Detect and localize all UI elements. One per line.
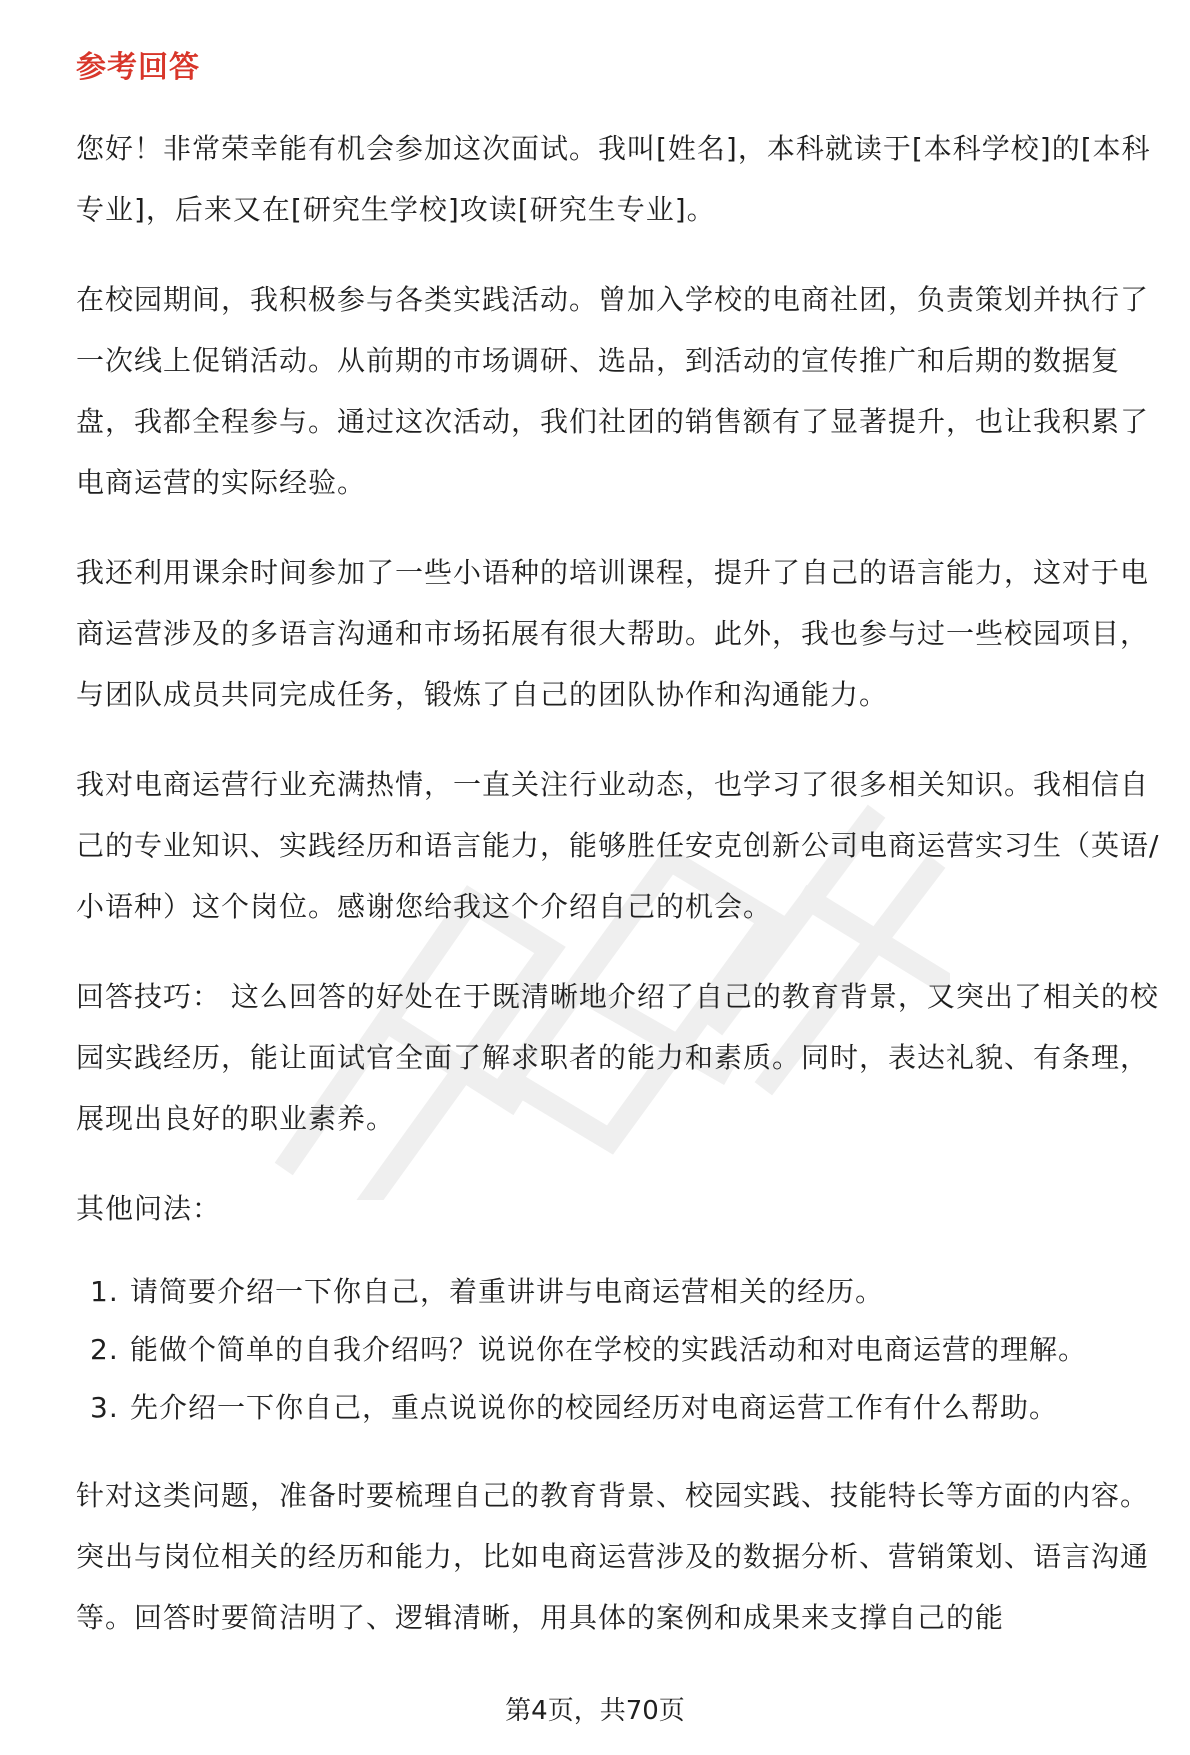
list-item-number: 1.	[90, 1275, 119, 1308]
list-item	[76, 1263, 1166, 1321]
answer-tips-text: 这么回答的好处在于既清晰地介绍了自己的教育背景，又突出了相关的校园实践经历，能让面试官全面了解求职者的能力和素质。同时，表达礼貌、有条理，展现出良好的职业素养。	[76, 980, 1159, 1135]
list-item-text: 请简要介绍一下你自己，着重讲讲与电商运营相关的经历。	[130, 1275, 885, 1308]
section-heading: 参考回答	[76, 50, 200, 85]
list-item	[76, 1379, 1166, 1437]
list-item-number: 2.	[90, 1333, 119, 1366]
document-page	[76, 48, 1166, 1677]
paragraph-campus-activities: 在校园期间，我积极参与各类实践活动。曾加入学校的电商社团，负责策划并执行了一次线上促销活动。从前期的市场调研、选品，到活动的宣传推广和后期的数据复盘，我都全程参与。通过这次活动，我们社团的销售额有了显著提升，也让我积累了电商运营的实际经验。	[76, 283, 1150, 499]
answer-tips-label: 回答技巧：	[76, 980, 222, 1013]
page-number-footer: 第4页，共70页	[505, 1696, 685, 1726]
answer-tips	[76, 966, 1166, 1149]
list-item-text: 先介绍一下你自己，重点说说你的校园经历对电商运营工作有什么帮助。	[130, 1391, 1059, 1424]
paragraph-motivation: 我对电商运营行业充满热情，一直关注行业动态，也学习了很多相关知识。我相信自己的专业知识、实践经历和语言能力，能够胜任安克创新公司电商运营实习生（英语/小语种）这个岗位。感谢您给我这个介绍自己的机会。	[76, 768, 1160, 923]
list-item-text: 能做个简单的自我介绍吗？说说你在学校的实践活动和对电商运营的理解。	[130, 1333, 1088, 1366]
other-questions-label: 其他问法：	[76, 1192, 222, 1225]
other-questions-list	[76, 1263, 1166, 1437]
paragraph-closing: 针对这类问题，准备时要梳理自己的教育背景、校园实践、技能特长等方面的内容。突出与岗位相关的经历和能力，比如电商运营涉及的数据分析、营销策划、语言沟通等。回答时要简洁明了、逻辑清晰，用具体的案例和成果来支撑自己的能	[76, 1479, 1150, 1634]
list-item	[76, 1321, 1166, 1379]
list-item-number: 3.	[90, 1391, 119, 1424]
paragraph-intro: 您好！非常荣幸能有机会参加这次面试。我叫[姓名]，本科就读于[本科学校]的[本科专业]，后来又在[研究生学校]攻读[研究生专业]。	[76, 132, 1151, 226]
paragraph-language-skills: 我还利用课余时间参加了一些小语种的培训课程，提升了自己的语言能力，这对于电商运营涉及的多语言沟通和市场拓展有很大帮助。此外，我也参与过一些校园项目，与团队成员共同完成任务，锻炼了自己的团队协作和沟通能力。	[76, 556, 1150, 711]
